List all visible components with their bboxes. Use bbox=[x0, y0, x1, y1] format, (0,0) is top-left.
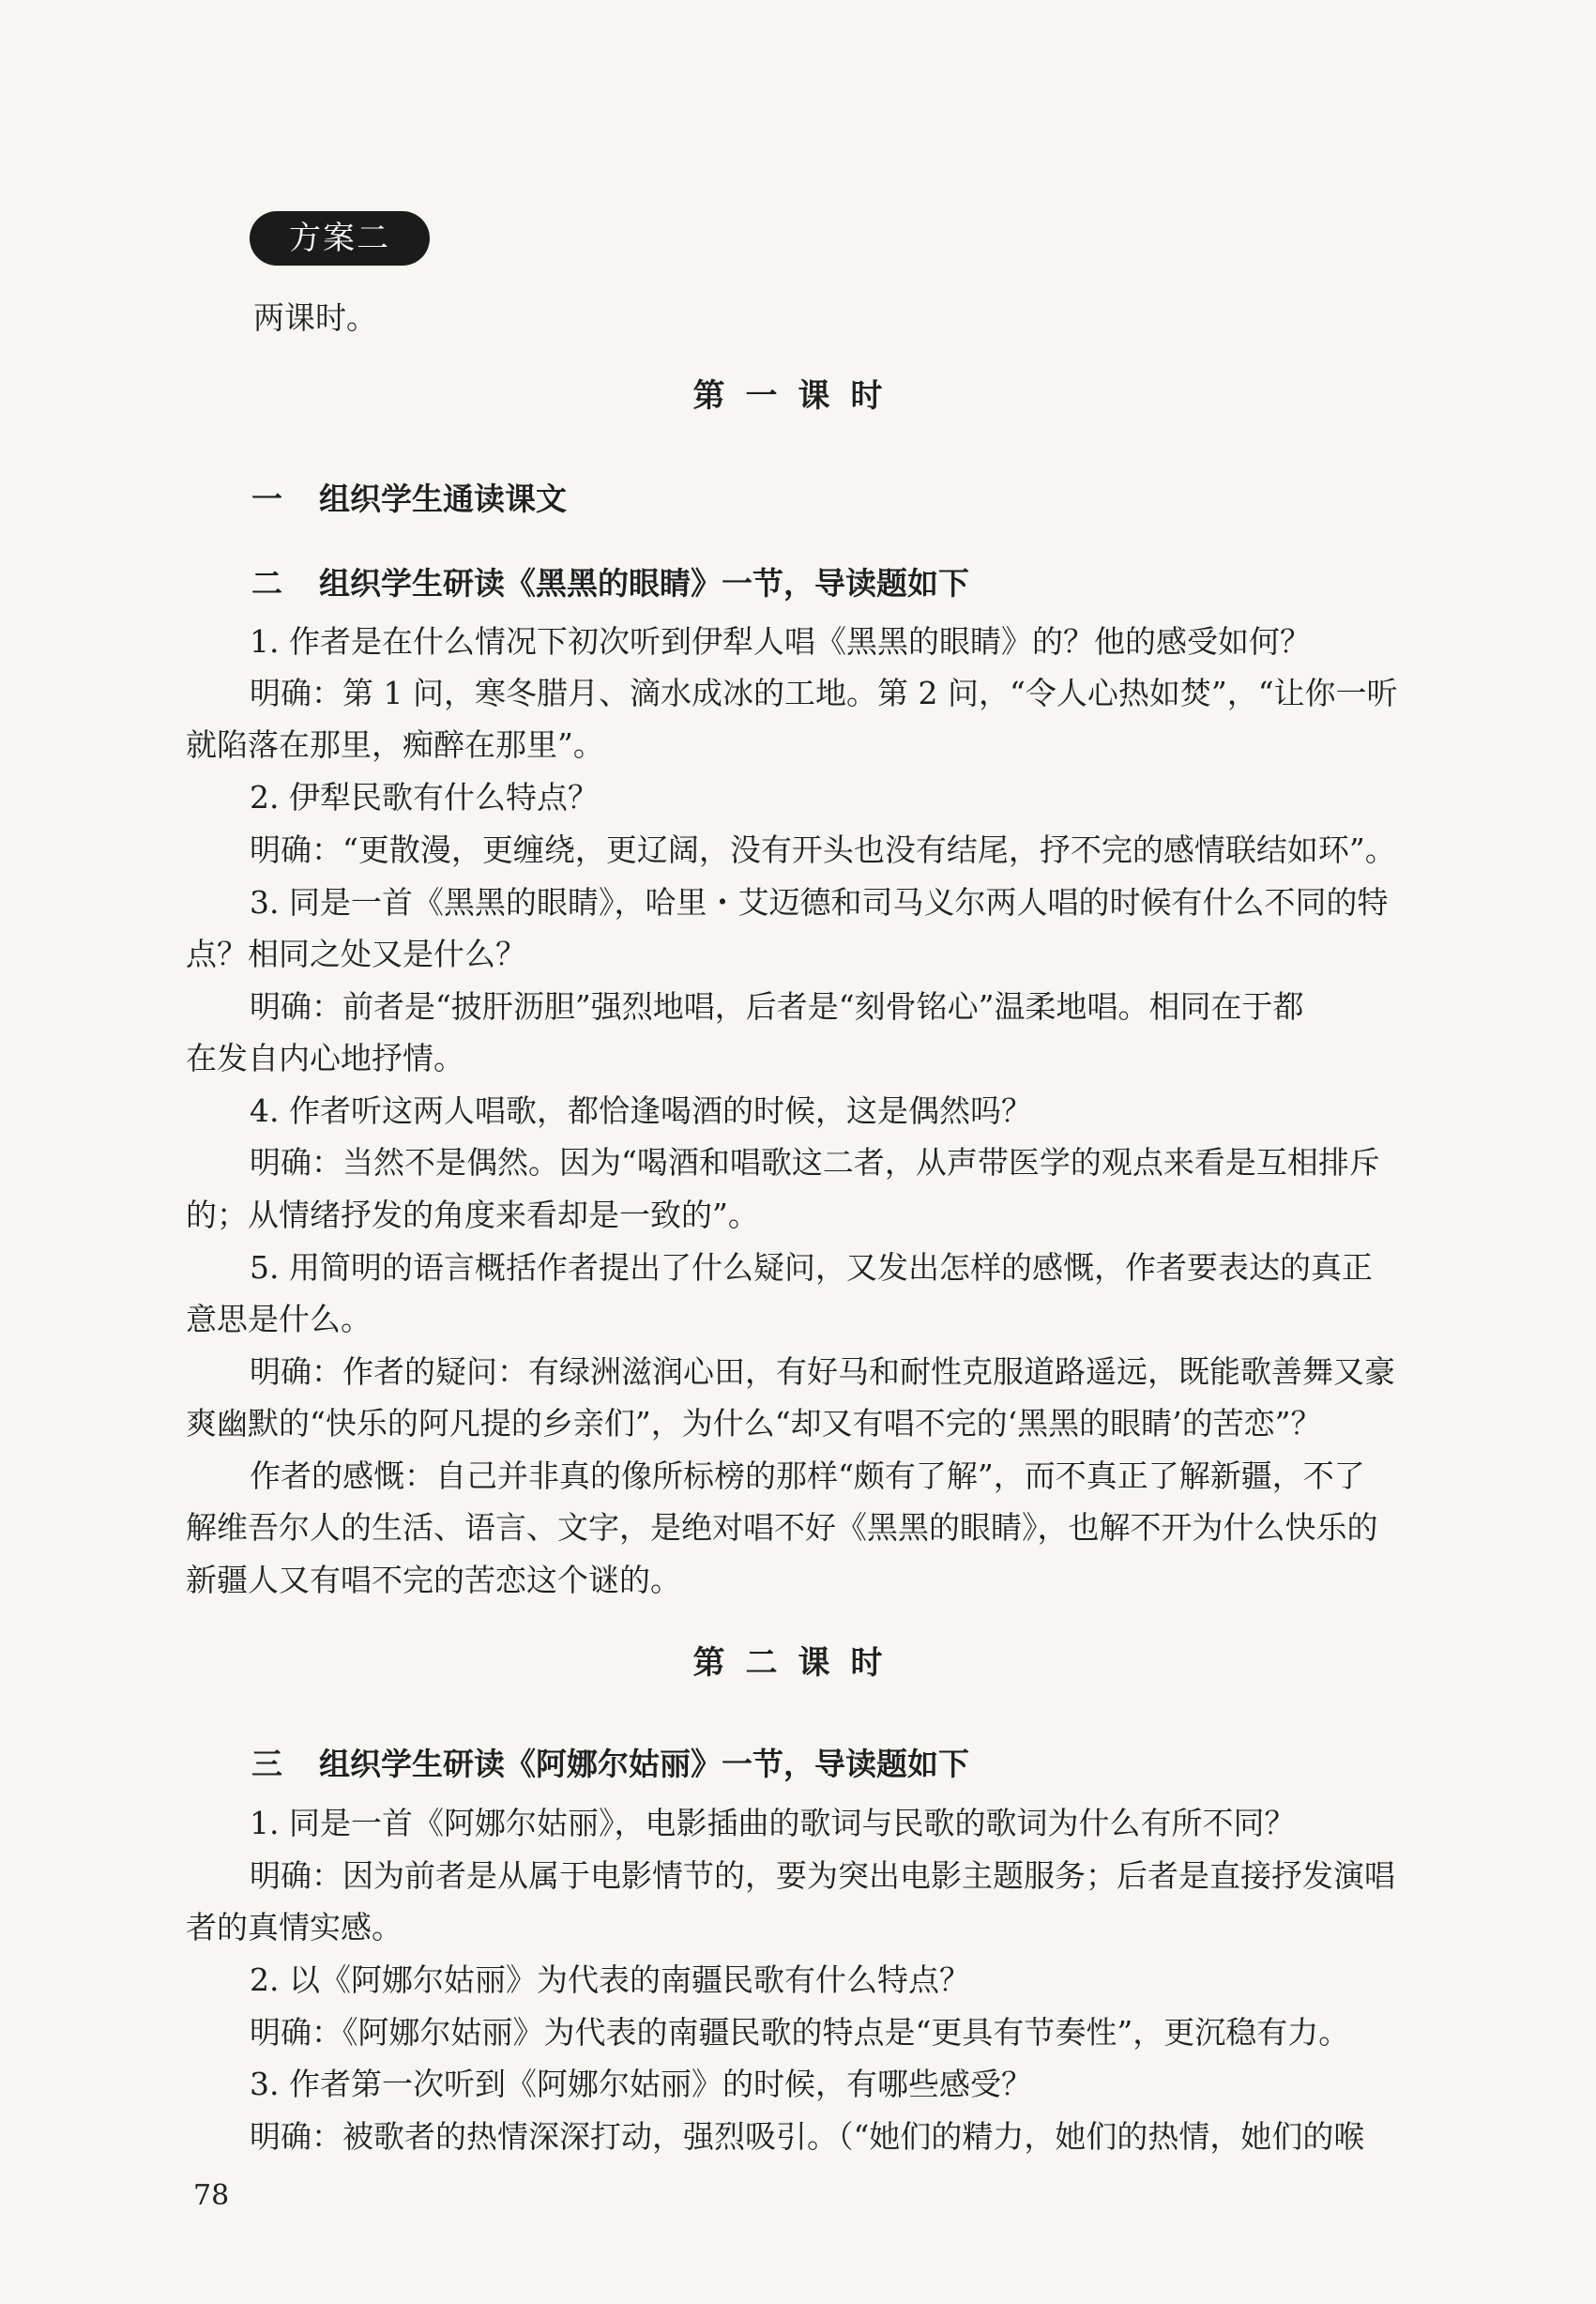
section-number: 二 bbox=[251, 565, 282, 602]
section-title: 组织学生研读《阿娜尔姑丽》一节，导读题如下 bbox=[319, 1746, 969, 1782]
paragraph-line: 明确：当然不是偶然。因为“喝酒和唱歌这二者，从声带医学的观点来看是互相排斥 bbox=[250, 1144, 1380, 1181]
paragraph-line: 新疆人又有唱不完的苦恋这个谜的。 bbox=[186, 1562, 681, 1598]
section-3-heading bbox=[251, 1744, 1471, 1785]
paragraph-line: 1. 同是一首《阿娜尔姑丽》，电影插曲的歌词与民歌的歌词为什么有所不同？ bbox=[250, 1805, 1296, 1841]
paragraph-line: 明确：《阿娜尔姑丽》为代表的南疆民歌的特点是“更具有节奏性”，更沉稳有力。 bbox=[250, 2014, 1350, 2051]
page-number: 78 bbox=[193, 2179, 230, 2212]
section-title: 组织学生研读《黑黑的眼睛》一节，导读题如下 bbox=[319, 565, 969, 602]
paragraph-line: 作者的感慨：自己并非真的像所标榜的那样“颇有了解”，而不真正了解新疆，不了 bbox=[250, 1457, 1365, 1494]
paragraph-line: 5. 用简明的语言概括作者提出了什么疑问，又发出怎样的感慨，作者要表达的真正 bbox=[250, 1249, 1373, 1286]
paragraph-line: 2. 伊犁民歌有什么特点？ bbox=[250, 779, 599, 816]
section-number: 三 bbox=[251, 1746, 282, 1782]
paragraph-line: 3. 作者第一次听到《阿娜尔姑丽》的时候，有哪些感受？ bbox=[250, 2066, 1032, 2102]
paragraph-line: 在发自内心地抒情。 bbox=[186, 1040, 464, 1076]
duration-text: 两课时。 bbox=[253, 299, 377, 336]
section-2-heading bbox=[251, 563, 1471, 604]
paragraph-line: 意思是什么。 bbox=[186, 1301, 372, 1337]
plan-label-badge: 方案二 bbox=[250, 211, 430, 266]
paragraph-line: 明确：第 1 问，寒冬腊月、滴水成冰的工地。第 2 问，“令人心热如焚”，“让你一听 bbox=[250, 675, 1398, 711]
section-1-heading bbox=[251, 479, 1471, 520]
paragraph-line: 明确：前者是“披肝沥胆”强烈地唱，后者是“刻骨铭心”温柔地唱。相同在于都 bbox=[250, 988, 1304, 1025]
paragraph-line: 明确：被歌者的热情深深打动，强烈吸引。（“她们的精力，她们的热情，她们的喉 bbox=[250, 2118, 1365, 2155]
paragraph-line: 点？相同之处又是什么？ bbox=[186, 936, 526, 972]
paragraph-line: 者的真情实感。 bbox=[186, 1909, 403, 1945]
paragraph-line: 明确：作者的疑问：有绿洲滋润心田，有好马和耐性克服道路遥远，既能歌善舞又豪 bbox=[250, 1353, 1395, 1390]
lesson-2-heading: 第二课时 bbox=[692, 1644, 904, 1682]
paragraph-line: 4. 作者听这两人唱歌，都恰逢喝酒的时候，这是偶然吗？ bbox=[250, 1092, 1032, 1129]
paragraph-line: 1. 作者是在什么情况下初次听到伊犁人唱《黑黑的眼睛》的？他的感受如何？ bbox=[250, 623, 1311, 660]
paragraph-line: 2. 以《阿娜尔姑丽》为代表的南疆民歌有什么特点？ bbox=[250, 1961, 970, 1998]
paragraph-line: 3. 同是一首《黑黑的眼睛》，哈里・艾迈德和司马义尔两人唱的时候有什么不同的特 bbox=[250, 884, 1389, 921]
paragraph-line: 爽幽默的“快乐的阿凡提的乡亲们”，为什么“却又有唱不完的‘黑黑的眼睛’的苦恋”？ bbox=[186, 1405, 1322, 1442]
paragraph-line: 就陷落在那里，痴醉在那里”。 bbox=[186, 726, 604, 763]
paragraph-line: 的；从情绪抒发的角度来看却是一致的”。 bbox=[186, 1197, 759, 1233]
paragraph-line: 解维吾尔人的生活、语言、文字，是绝对唱不好《黑黑的眼睛》，也解不开为什么快乐的 bbox=[186, 1509, 1378, 1546]
lesson-1-heading: 第一课时 bbox=[692, 377, 904, 415]
paragraph-line: 明确：“更散漫，更缠绕，更辽阔，没有开头也没有结尾，抒不完的感情联结如环”。 bbox=[250, 832, 1396, 868]
paragraph-line: 明确：因为前者是从属于电影情节的，要为突出电影主题服务；后者是直接抒发演唱 bbox=[250, 1857, 1395, 1894]
section-title: 组织学生通读课文 bbox=[319, 481, 567, 517]
section-number: 一 bbox=[251, 481, 282, 517]
